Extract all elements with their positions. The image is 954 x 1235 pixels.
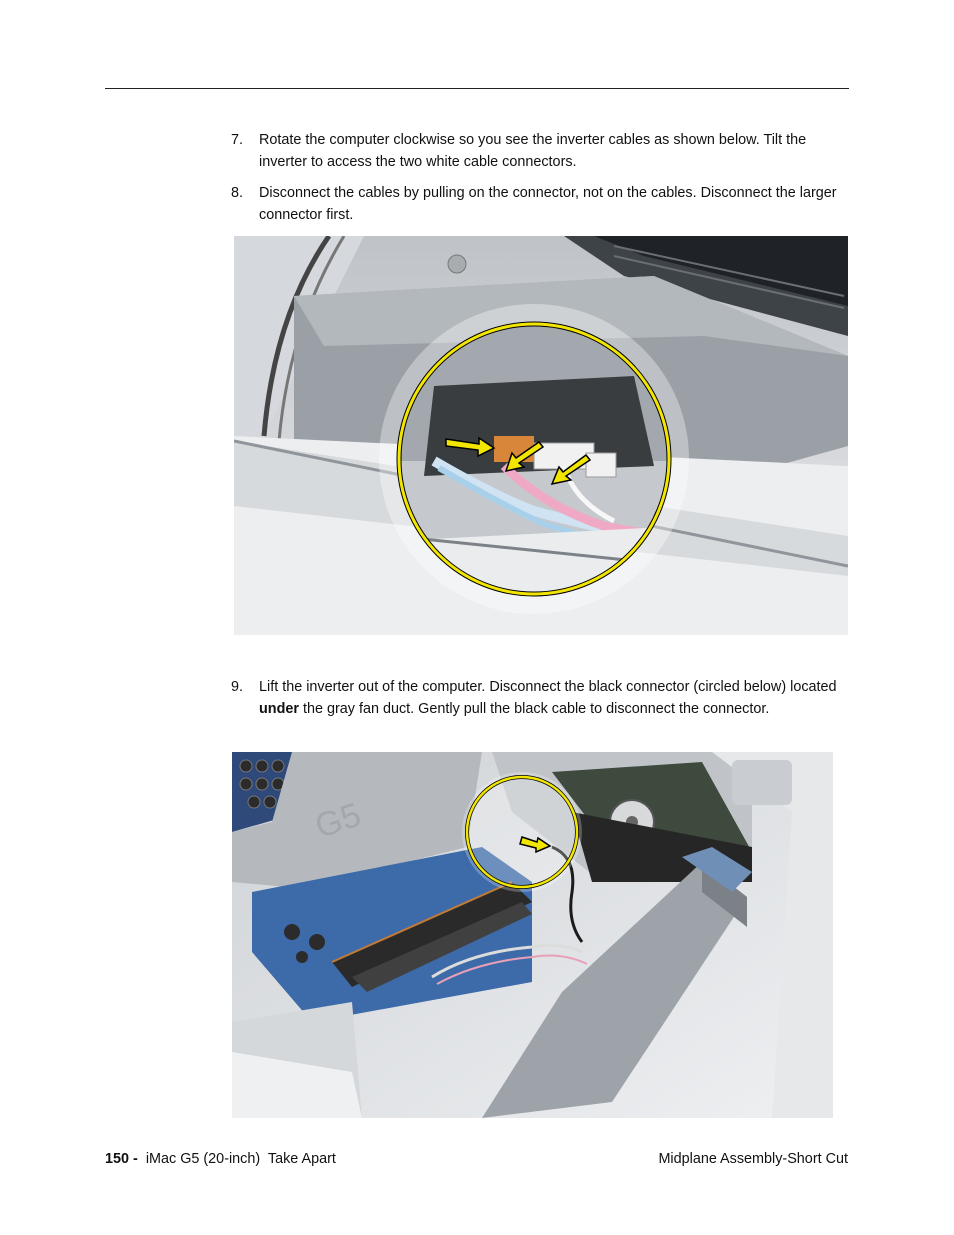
inverter-lifted-photo <box>232 752 833 1118</box>
step-text: Rotate the computer clockwise so you see the inverter cables as shown below. Tilt the inverter to access the two white cable connectors. <box>259 132 807 170</box>
inverter-lifted-illustration <box>232 752 833 1118</box>
step-number: 7. <box>231 132 244 148</box>
step-number: 9. <box>231 679 244 695</box>
step-text-part: Lift the inverter out of the computer. Disconnect the black connector (circled below) located <box>259 679 837 695</box>
inverter-cables-photo <box>234 236 848 635</box>
g5-label: G5 <box>310 795 366 846</box>
step-number: 8. <box>231 185 244 201</box>
step-text-bold: under <box>259 701 299 717</box>
step-text-part: the gray fan duct. Gently pull the black cable to disconnect the connector. <box>298 701 770 717</box>
step-text <box>259 676 851 720</box>
header-rule <box>105 88 849 89</box>
footer-section: Midplane Assembly-Short Cut <box>658 1151 848 1167</box>
step-text: Disconnect the cables by pulling on the connector, not on the cables. Disconnect the larger connector first. <box>259 185 837 223</box>
footer-left <box>105 1151 336 1167</box>
inverter-cables-illustration <box>234 236 848 635</box>
doc-title: iMac G5 (20-inch) Take Apart <box>145 1151 336 1167</box>
page-number: 150 - <box>105 1151 138 1167</box>
